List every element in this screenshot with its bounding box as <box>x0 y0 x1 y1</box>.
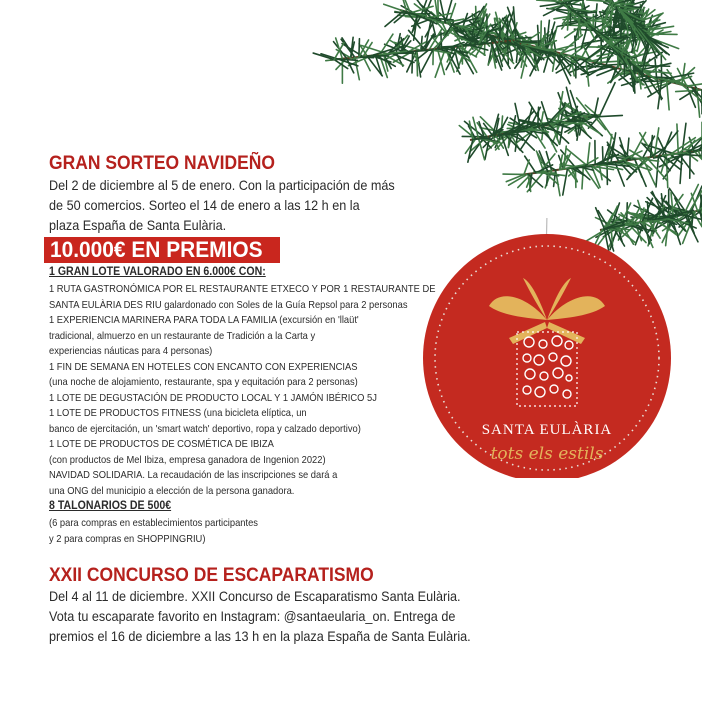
ornament-circle <box>423 234 671 478</box>
concurso-line: Del 4 al 11 de diciembre. XXII Concurso de Escaparatismo Santa Eulària. <box>49 589 461 604</box>
prize-line: tradicional, almuerzo en un restaurante de Tradición a la Carta y <box>49 330 316 342</box>
sorteo-line: de 50 comercios. Sorteo el 14 de enero a las 12 h en la <box>49 198 360 213</box>
concurso-line: premios el 16 de diciembre a las 13 h en la plaza España de Santa Eulària. <box>49 629 471 644</box>
talonarios-heading: 8 TALONARIOS DE 500€ <box>49 500 172 512</box>
prize-line: 1 LOTE DE PRODUCTOS DE COSMÉTICA DE IBIZA <box>49 439 274 450</box>
prize-line: SANTA EULÀRIA DES RIU galardonado con Soles de la Guía Repsol para 2 personas <box>49 299 408 311</box>
ornament-bauble <box>418 218 676 478</box>
prize-line: (una noche de alojamiento, restaurante, spa y equitación para 2 personas) <box>49 377 358 388</box>
concurso-title: XXII CONCURSO DE ESCAPARATISMO <box>49 565 374 586</box>
concurso-description <box>49 587 471 647</box>
prize-line: 1 LOTE DE DEGUSTACIÓN DE PRODUCTO LOCAL Y 1 JAMÓN IBÉRICO 5J <box>49 392 377 404</box>
talonarios-list <box>49 516 258 547</box>
concurso-line: Vota tu escaparate favorito en Instagram: @santaeularia_on. Entrega de <box>49 609 456 624</box>
prize-line: 1 FIN DE SEMANA EN HOTELES CON ENCANTO CON EXPERIENCIAS <box>49 361 358 373</box>
prize-line: banco de ejercitación, un 'smart watch' deportivo, ropa y calzado deportivo) <box>49 423 361 435</box>
prize-line: 1 LOTE DE PRODUCTOS FITNESS (una bicicleta elíptica, un <box>49 408 307 419</box>
sorteo-line: Del 2 de diciembre al 5 de enero. Con la participación de más <box>49 178 395 193</box>
sorteo-title: GRAN SORTEO NAVIDEÑO <box>49 153 275 174</box>
sorteo-description <box>49 176 395 236</box>
talonarios-line: (6 para compras en establecimientos participantes <box>49 518 258 529</box>
gran-lote-heading: 1 GRAN LOTE VALORADO EN 6.000€ CON: <box>49 266 266 278</box>
ornament-brand: SANTA EULÀRIA <box>481 422 613 438</box>
prize-line: NAVIDAD SOLIDARIA. La recaudación de las inscripciones se dará a <box>49 470 338 481</box>
premios-banner <box>44 237 280 263</box>
gran-lote-list <box>49 282 435 499</box>
premios-banner-label: 10.000€ EN PREMIOS <box>50 237 263 262</box>
sorteo-line: plaza España de Santa Eulària. <box>49 218 227 233</box>
prize-line: una ONG del municipio a elección de la persona ganadora. <box>49 485 295 497</box>
prize-line: 1 EXPERIENCIA MARINERA PARA TODA LA FAMILIA (excursión en 'llaüt' <box>49 315 359 326</box>
prize-line: (con productos de Mel Ibiza, empresa ganadora de Ingenion 2022) <box>49 454 326 466</box>
prize-line: 1 RUTA GASTRONÓMICA POR EL RESTAURANTE ETXECO Y POR 1 RESTAURANTE DE <box>49 284 436 295</box>
prize-line: experiencias náuticas para 4 personas) <box>49 346 213 357</box>
ornament-tagline: tots els estils <box>490 444 604 464</box>
talonarios-line: y 2 para compras en SHOPPINGRIU) <box>49 533 206 545</box>
